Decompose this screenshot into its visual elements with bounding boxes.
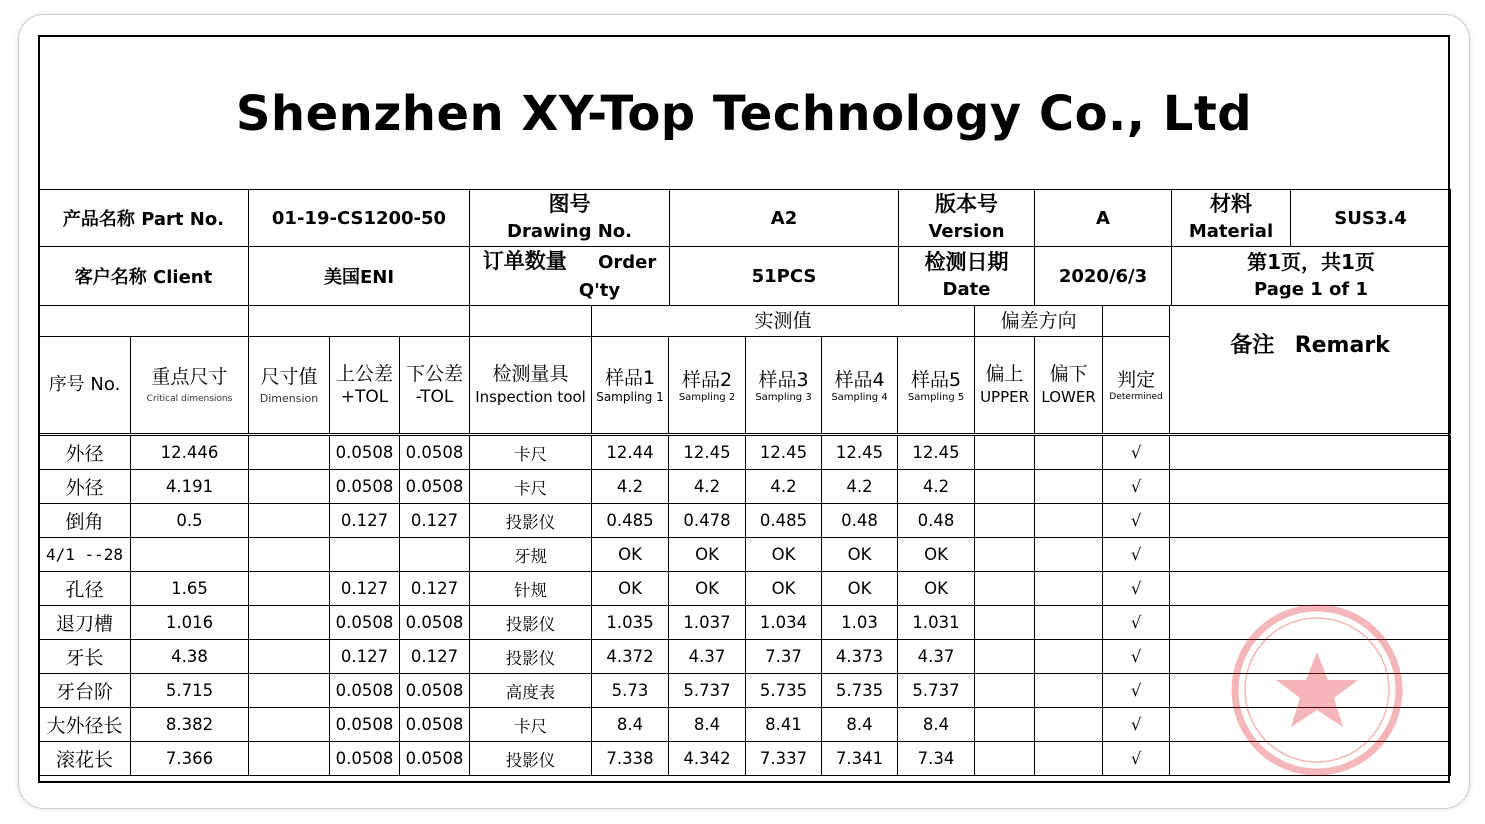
cell-upper [975, 640, 1035, 674]
cell-sample-4: OK [822, 538, 898, 572]
cell-sample-3: 1.034 [746, 606, 822, 640]
cell-sample-1: 8.4 [592, 708, 669, 742]
cell-dimension [249, 674, 330, 708]
cell-judge: √ [1103, 606, 1170, 640]
table-row [39, 435, 1451, 470]
cell-sample-2: 4.2 [669, 470, 746, 504]
cell-lower [1035, 538, 1103, 572]
cell-critical: 0.5 [131, 504, 249, 538]
cell-sample-2: 12.45 [669, 435, 746, 470]
cell-sample-5: 0.48 [898, 504, 975, 538]
cell-sample-3: 0.485 [746, 504, 822, 538]
cell-sample-1: 1.035 [592, 606, 669, 640]
cell-lower-tol: 0.0508 [400, 470, 470, 504]
cell-upper-tol: 0.0508 [330, 470, 400, 504]
cell-upper-tol: 0.127 [330, 572, 400, 606]
cell-lower [1035, 674, 1103, 708]
cell-sample-3: 4.2 [746, 470, 822, 504]
cell-sample-3: 7.337 [746, 742, 822, 776]
cell-lower [1035, 572, 1103, 606]
cell-sample-5: 8.4 [898, 708, 975, 742]
cell-upper [975, 504, 1035, 538]
cell-judge: √ [1103, 538, 1170, 572]
cell-sample-3: 8.41 [746, 708, 822, 742]
cell-tool: 高度表 [470, 674, 592, 708]
cell-sample-1: 7.338 [592, 742, 669, 776]
cell-sample-1: 4.372 [592, 640, 669, 674]
cell-sample-5: 4.37 [898, 640, 975, 674]
cell-upper [975, 708, 1035, 742]
col-sample-4: 样品4 Sampling 4 [822, 337, 898, 435]
cell-lower [1035, 435, 1103, 470]
cell-lower [1035, 708, 1103, 742]
group-blank-3 [470, 306, 592, 337]
col-sample-5: 样品5 Sampling 5 [898, 337, 975, 435]
table-row [39, 504, 1451, 538]
cell-sample-2: 8.4 [669, 708, 746, 742]
cell-sample-5: 7.34 [898, 742, 975, 776]
cell-sample-4: 12.45 [822, 435, 898, 470]
cell-sample-4: 0.48 [822, 504, 898, 538]
cell-critical: 5.715 [131, 674, 249, 708]
cell-tool: 针规 [470, 572, 592, 606]
cell-lower-tol [400, 538, 470, 572]
page-info: 第1页，共1页 Page 1 of 1 [1172, 247, 1451, 306]
group-blank-4 [1103, 306, 1170, 337]
header-table [38, 189, 1451, 306]
cell-upper-tol: 0.0508 [330, 435, 400, 470]
cell-sample-3: OK [746, 572, 822, 606]
client-label: 客户名称 Client [39, 247, 249, 306]
cell-sample-5: 5.737 [898, 674, 975, 708]
cell-tool: 投影仪 [470, 606, 592, 640]
cell-sample-2: 0.478 [669, 504, 746, 538]
remark-header: 备注 Remark [1170, 306, 1451, 435]
cell-sample-5: OK [898, 572, 975, 606]
cell-lower [1035, 742, 1103, 776]
cell-dimension [249, 708, 330, 742]
col-sample-1: 样品1 Sampling 1 [592, 337, 669, 435]
cell-judge: √ [1103, 742, 1170, 776]
material-value: SUS3.4 [1291, 190, 1451, 247]
cell-judge: √ [1103, 435, 1170, 470]
cell-sample-2: 5.737 [669, 674, 746, 708]
deviation-group: 偏差方向 [975, 306, 1103, 337]
cell-lower-tol: 0.0508 [400, 708, 470, 742]
cell-upper [975, 435, 1035, 470]
cell-upper [975, 572, 1035, 606]
cell-tool: 投影仪 [470, 504, 592, 538]
cell-dimension [249, 606, 330, 640]
cell-sample-5: 4.2 [898, 470, 975, 504]
cell-sample-3: 12.45 [746, 435, 822, 470]
cell-sample-2: OK [669, 538, 746, 572]
cell-critical [131, 538, 249, 572]
col-upper: 偏上 UPPER [975, 337, 1035, 435]
cell-name: 大外径长 [39, 708, 131, 742]
cell-upper [975, 674, 1035, 708]
cell-remark [1170, 470, 1451, 504]
cell-sample-3: 7.37 [746, 640, 822, 674]
cell-sample-2: 4.37 [669, 640, 746, 674]
col-sample-3: 样品3 Sampling 3 [746, 337, 822, 435]
cell-tool: 卡尺 [470, 470, 592, 504]
cell-upper-tol [330, 538, 400, 572]
table-row [39, 470, 1451, 504]
cell-dimension [249, 572, 330, 606]
cell-upper [975, 538, 1035, 572]
part-value: 01-19-CS1200-50 [249, 190, 470, 247]
cell-remark [1170, 504, 1451, 538]
order-value: 51PCS [670, 247, 899, 306]
cell-critical: 12.446 [131, 435, 249, 470]
cell-lower [1035, 640, 1103, 674]
part-label: 产品名称 Part No. [39, 190, 249, 247]
cell-dimension [249, 470, 330, 504]
order-label: 订单数量 Order Q'ty [470, 247, 670, 306]
cell-tool: 卡尺 [470, 435, 592, 470]
cell-upper [975, 470, 1035, 504]
cell-sample-3: OK [746, 538, 822, 572]
cell-lower-tol: 0.127 [400, 640, 470, 674]
cell-sample-3: 5.735 [746, 674, 822, 708]
group-blank-2 [249, 306, 470, 337]
cell-judge: √ [1103, 708, 1170, 742]
cell-lower-tol: 0.0508 [400, 606, 470, 640]
cell-judge: √ [1103, 674, 1170, 708]
cell-sample-4: 7.341 [822, 742, 898, 776]
col-lower-tol: 下公差 -TOL [400, 337, 470, 435]
cell-sample-4: 1.03 [822, 606, 898, 640]
cell-tool: 卡尺 [470, 708, 592, 742]
cell-sample-4: 4.373 [822, 640, 898, 674]
cell-sample-2: OK [669, 572, 746, 606]
cell-sample-4: 5.735 [822, 674, 898, 708]
col-upper-tol: 上公差 +TOL [330, 337, 400, 435]
cell-tool: 牙规 [470, 538, 592, 572]
cell-name: 倒角 [39, 504, 131, 538]
cell-judge: √ [1103, 470, 1170, 504]
col-lower: 偏下 LOWER [1035, 337, 1103, 435]
cell-name: 孔径 [39, 572, 131, 606]
cell-remark [1170, 538, 1451, 572]
cell-sample-2: 1.037 [669, 606, 746, 640]
company-seal-stamp [1227, 600, 1407, 780]
cell-name: 退刀槽 [39, 606, 131, 640]
cell-dimension [249, 742, 330, 776]
cell-lower-tol: 0.0508 [400, 674, 470, 708]
cell-lower-tol: 0.127 [400, 504, 470, 538]
cell-critical: 1.65 [131, 572, 249, 606]
drawing-label: 图号 Drawing No. [470, 190, 670, 247]
cell-name: 外径 [39, 470, 131, 504]
cell-sample-5: 1.031 [898, 606, 975, 640]
version-label: 版本号 Version [899, 190, 1035, 247]
col-sample-2: 样品2 Sampling 2 [669, 337, 746, 435]
cell-sample-4: 8.4 [822, 708, 898, 742]
cell-sample-5: 12.45 [898, 435, 975, 470]
cell-critical: 1.016 [131, 606, 249, 640]
date-value: 2020/6/3 [1035, 247, 1172, 306]
cell-lower [1035, 606, 1103, 640]
cell-lower [1035, 504, 1103, 538]
cell-upper-tol: 0.127 [330, 504, 400, 538]
cell-name: 牙台阶 [39, 674, 131, 708]
cell-name: 外径 [39, 435, 131, 470]
cell-sample-1: 4.2 [592, 470, 669, 504]
cell-lower-tol: 0.127 [400, 572, 470, 606]
cell-critical: 4.191 [131, 470, 249, 504]
cell-lower [1035, 470, 1103, 504]
cell-upper-tol: 0.0508 [330, 606, 400, 640]
client-value: 美国ENI [249, 247, 470, 306]
cell-dimension [249, 504, 330, 538]
col-critical: 重点尺寸 Critical dimensions [131, 337, 249, 435]
cell-tool: 投影仪 [470, 640, 592, 674]
cell-lower-tol: 0.0508 [400, 742, 470, 776]
cell-sample-4: 4.2 [822, 470, 898, 504]
material-label: 材料 Material [1172, 190, 1291, 247]
col-tool: 检测量具 Inspection tool [470, 337, 592, 435]
cell-judge: √ [1103, 572, 1170, 606]
drawing-value: A2 [670, 190, 899, 247]
cell-upper-tol: 0.0508 [330, 674, 400, 708]
cell-upper-tol: 0.0508 [330, 708, 400, 742]
cell-dimension [249, 435, 330, 470]
cell-sample-1: OK [592, 538, 669, 572]
measured-group: 实测值 [592, 306, 975, 337]
group-blank-1 [39, 306, 249, 337]
cell-upper [975, 742, 1035, 776]
cell-critical: 7.366 [131, 742, 249, 776]
cell-remark [1170, 435, 1451, 470]
col-no: 序号 No. [39, 337, 131, 435]
col-dimension: 尺寸值 Dimension [249, 337, 330, 435]
cell-upper-tol: 0.127 [330, 640, 400, 674]
cell-name: 牙长 [39, 640, 131, 674]
cell-critical: 8.382 [131, 708, 249, 742]
company-title: Shenzhen XY-Top Technology Co., Ltd [235, 85, 1253, 142]
col-judge: 判定 Determined [1103, 337, 1170, 435]
cell-name: 滚花长 [39, 742, 131, 776]
cell-sample-2: 4.342 [669, 742, 746, 776]
cell-sample-5: OK [898, 538, 975, 572]
table-row [39, 538, 1451, 572]
cell-lower-tol: 0.0508 [400, 435, 470, 470]
cell-sample-1: 12.44 [592, 435, 669, 470]
cell-judge: √ [1103, 504, 1170, 538]
cell-sample-1: OK [592, 572, 669, 606]
cell-sample-4: OK [822, 572, 898, 606]
date-label: 检测日期 Date [899, 247, 1035, 306]
cell-tool: 投影仪 [470, 742, 592, 776]
cell-upper-tol: 0.0508 [330, 742, 400, 776]
cell-sample-1: 5.73 [592, 674, 669, 708]
cell-dimension [249, 538, 330, 572]
cell-sample-1: 0.485 [592, 504, 669, 538]
cell-critical: 4.38 [131, 640, 249, 674]
cell-upper [975, 606, 1035, 640]
cell-dimension [249, 640, 330, 674]
cell-name: 4/1 --28 [39, 538, 131, 572]
version-value: A [1035, 190, 1172, 247]
cell-judge: √ [1103, 640, 1170, 674]
